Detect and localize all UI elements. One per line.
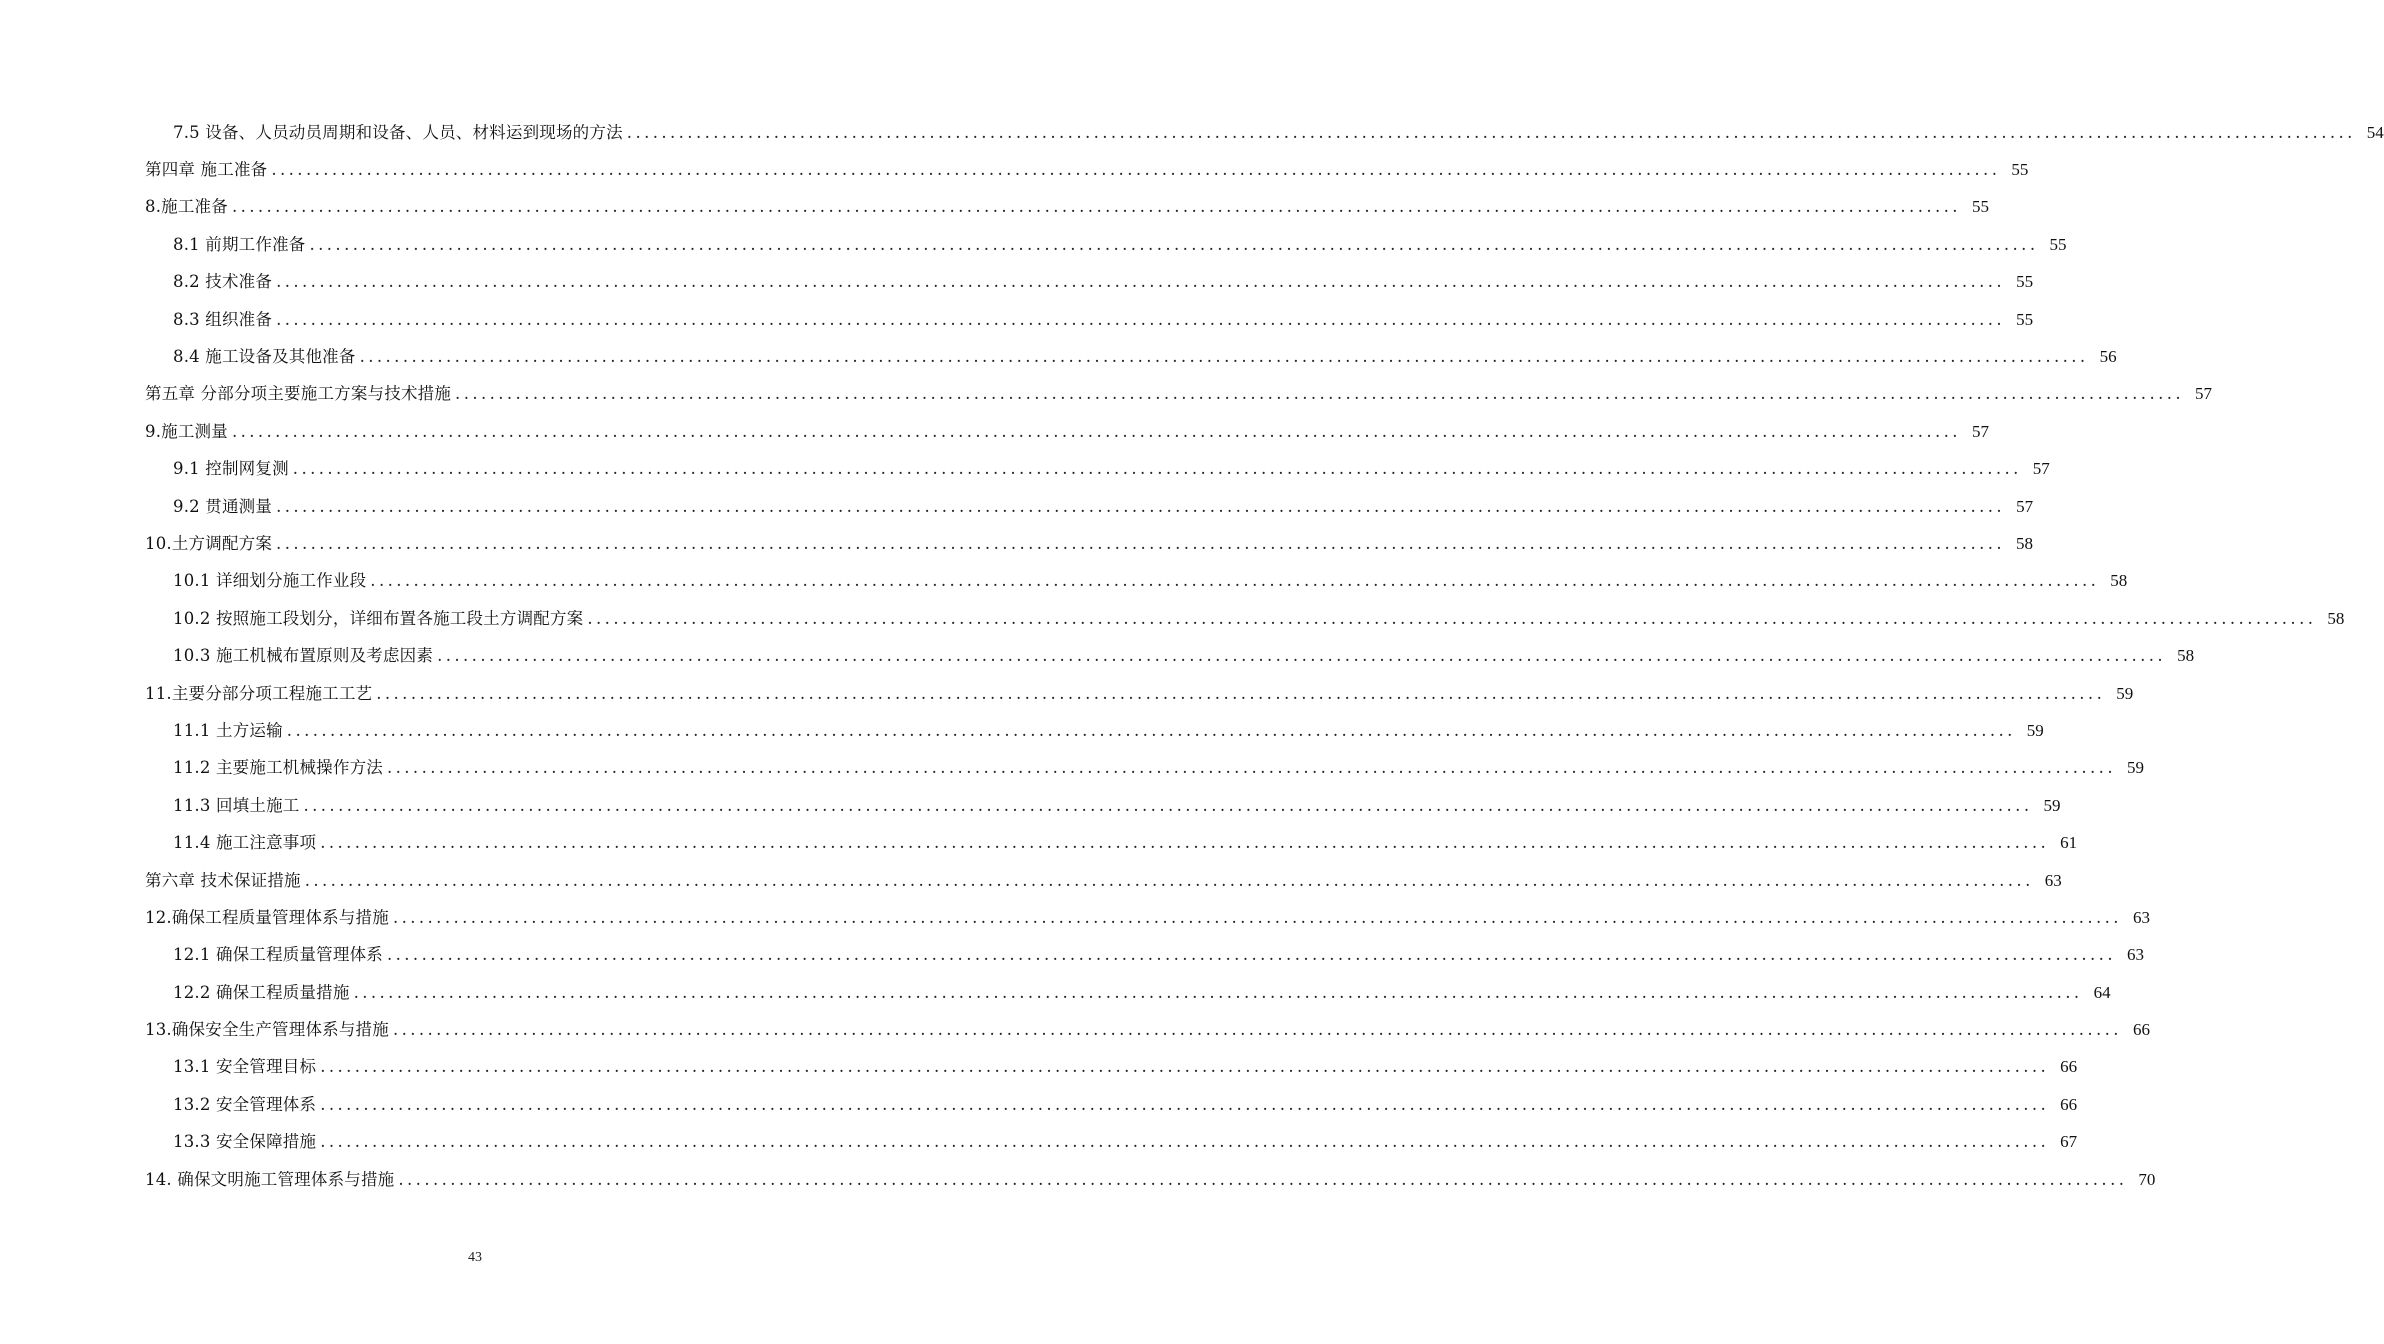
- toc-dot-leader: ........................................................................................................................................................................................................: [286, 720, 2016, 740]
- toc-entry-page: 55: [1971, 197, 1989, 217]
- toc-dot-leader: ........................................................................................................................................................................................................: [455, 384, 2185, 404]
- toc-dot-leader: ........................................................................................................................................................................................................: [276, 309, 2006, 329]
- toc-entry-title: 第六章 技术保证措施: [145, 870, 301, 890]
- toc-entry[interactable]: [0, 451, 2050, 488]
- toc-entry-title: 12.确保工程质量管理体系与措施: [145, 907, 389, 927]
- toc-dot-leader: ........................................................................................................................................................................................................: [320, 1057, 2050, 1077]
- toc-entry-title: 9.1 控制网复测: [173, 459, 289, 479]
- toc-entry[interactable]: [0, 189, 1989, 226]
- toc-entry-title: 8.施工准备: [145, 197, 228, 217]
- toc-entry-page: 55: [2016, 272, 2034, 292]
- toc-entry-page: 59: [2126, 758, 2144, 778]
- toc-entry-title: 11.4 施工注意事项: [173, 833, 317, 853]
- toc-entry[interactable]: [0, 525, 2034, 562]
- toc-entry-page: 70: [2138, 1169, 2156, 1189]
- toc-entry[interactable]: [0, 787, 2061, 824]
- toc-entry-title: 第五章 分部分项主要施工方案与技术措施: [145, 384, 452, 404]
- toc-entry[interactable]: [0, 264, 2034, 301]
- toc-entry[interactable]: [0, 1086, 2078, 1123]
- toc-entry-page: 63: [2044, 870, 2062, 890]
- toc-entry-title: 11.1 土方运输: [173, 720, 283, 740]
- page-number: 43: [468, 1250, 482, 1265]
- toc-entry[interactable]: [0, 750, 2144, 787]
- toc-entry-title: 10.土方调配方案: [145, 533, 273, 553]
- toc-dot-leader: ........................................................................................................................................................................................................: [386, 758, 2116, 778]
- toc-dot-leader: ........................................................................................................................................................................................................: [320, 1132, 2050, 1152]
- toc-dot-leader: ........................................................................................................................................................................................................: [271, 160, 2001, 180]
- toc-entry-title: 8.4 施工设备及其他准备: [173, 347, 356, 367]
- toc-entry-page: 63: [2126, 945, 2144, 965]
- toc-entry-title: 11.主要分部分项工程施工工艺: [145, 683, 373, 703]
- toc-entry[interactable]: [0, 1124, 2078, 1161]
- toc-entry[interactable]: [0, 563, 2128, 600]
- toc-entry-page: 63: [2132, 907, 2150, 927]
- toc-entry-title: 14. 确保文明施工管理体系与措施: [145, 1169, 395, 1189]
- toc-entry[interactable]: [0, 338, 2117, 375]
- toc-dot-leader: ........................................................................................................................................................................................................: [304, 870, 2034, 890]
- toc-entry-title: 8.1 前期工作准备: [173, 234, 306, 254]
- toc-entry-page: 57: [2195, 384, 2213, 404]
- toc-dot-leader: ........................................................................................................................................................................................................: [370, 571, 2100, 591]
- toc-entry-title: 10.2 按照施工段划分，详细布置各施工段土方调配方案: [173, 608, 584, 628]
- toc-entry-page: 58: [2110, 571, 2128, 591]
- toc-dot-leader: ........................................................................................................................................................................................................: [392, 907, 2122, 927]
- toc-entry[interactable]: [0, 637, 2195, 674]
- toc-dot-leader: ........................................................................................................................................................................................................: [386, 945, 2116, 965]
- toc-entry-page: 66: [2060, 1057, 2078, 1077]
- toc-entry-page: 57: [1971, 421, 1989, 441]
- toc-entry[interactable]: [0, 1049, 2078, 1086]
- toc-entry-title: 第四章 施工准备: [145, 160, 268, 180]
- toc-dot-leader: ........................................................................................................................................................................................................: [276, 533, 2006, 553]
- toc-entry-title: 12.2 确保工程质量措施: [173, 982, 350, 1002]
- toc-entry-page: 64: [2093, 982, 2111, 1002]
- toc-entry-page: 66: [2060, 1094, 2078, 1114]
- toc-dot-leader: ........................................................................................................................................................................................................: [626, 122, 2356, 142]
- toc-entry-title: 11.2 主要施工机械操作方法: [173, 758, 383, 778]
- toc-dot-leader: ........................................................................................................................................................................................................: [587, 608, 2317, 628]
- toc-dot-leader: ........................................................................................................................................................................................................: [353, 982, 2083, 1002]
- toc-dot-leader: ........................................................................................................................................................................................................: [309, 234, 2039, 254]
- toc-entry[interactable]: [0, 899, 2150, 936]
- toc-dot-leader: ........................................................................................................................................................................................................: [398, 1169, 2128, 1189]
- toc-entry-title: 10.3 施工机械布置原则及考虑因素: [173, 646, 434, 666]
- toc-entry[interactable]: [0, 675, 2134, 712]
- toc-dot-leader: ........................................................................................................................................................................................................: [303, 795, 2033, 815]
- toc-entry-title: 13.2 安全管理体系: [173, 1094, 317, 1114]
- toc-entry[interactable]: [0, 1161, 2156, 1198]
- toc-entry-page: 58: [2327, 608, 2345, 628]
- table-of-contents: [0, 114, 2384, 1198]
- toc-dot-leader: ........................................................................................................................................................................................................: [359, 347, 2089, 367]
- toc-entry-title: 8.2 技术准备: [173, 272, 273, 292]
- toc-entry-title: 8.3 组织准备: [173, 309, 273, 329]
- toc-entry[interactable]: [0, 1011, 2150, 1048]
- toc-dot-leader: ........................................................................................................................................................................................................: [231, 197, 1961, 217]
- toc-dot-leader: ........................................................................................................................................................................................................: [376, 683, 2106, 703]
- toc-entry-page: 55: [2011, 160, 2029, 180]
- toc-entry-page: 58: [2016, 533, 2034, 553]
- toc-dot-leader: ........................................................................................................................................................................................................: [276, 272, 2006, 292]
- toc-entry-page: 59: [2043, 795, 2061, 815]
- toc-entry[interactable]: [0, 600, 2345, 637]
- toc-entry[interactable]: [0, 712, 2044, 749]
- toc-entry-page: 58: [2177, 646, 2195, 666]
- toc-entry-title: 10.1 详细划分施工作业段: [173, 571, 367, 591]
- toc-entry[interactable]: [0, 413, 1989, 450]
- toc-entry[interactable]: [0, 974, 2111, 1011]
- toc-entry[interactable]: [0, 226, 2067, 263]
- toc-dot-leader: ........................................................................................................................................................................................................: [437, 646, 2167, 666]
- toc-entry[interactable]: [0, 376, 2213, 413]
- toc-entry-page: 57: [2032, 459, 2050, 479]
- toc-entry-page: 55: [2016, 309, 2034, 329]
- toc-entry[interactable]: [0, 937, 2144, 974]
- toc-entry-title: 9.施工测量: [145, 421, 228, 441]
- toc-entry-title: 13.确保安全生产管理体系与措施: [145, 1020, 389, 1040]
- toc-entry[interactable]: [0, 862, 2062, 899]
- toc-entry-title: 11.3 回填土施工: [173, 795, 300, 815]
- toc-entry-page: 59: [2116, 683, 2134, 703]
- toc-dot-leader: ........................................................................................................................................................................................................: [392, 1020, 2122, 1040]
- toc-entry-page: 59: [2026, 720, 2044, 740]
- toc-entry-page: 66: [2132, 1020, 2150, 1040]
- toc-entry-page: 54: [2366, 122, 2384, 142]
- toc-dot-leader: ........................................................................................................................................................................................................: [231, 421, 1961, 441]
- toc-dot-leader: ........................................................................................................................................................................................................: [320, 1094, 2050, 1114]
- toc-entry-page: 56: [2099, 347, 2117, 367]
- toc-entry-title: 13.1 安全管理目标: [173, 1057, 317, 1077]
- toc-dot-leader: ........................................................................................................................................................................................................: [320, 833, 2050, 853]
- toc-entry[interactable]: [0, 114, 2384, 151]
- toc-entry-title: 9.2 贯通测量: [173, 496, 273, 516]
- toc-entry[interactable]: [0, 488, 2034, 525]
- toc-entry-page: 57: [2016, 496, 2034, 516]
- toc-entry[interactable]: [0, 151, 2029, 188]
- toc-entry-page: 55: [2049, 234, 2067, 254]
- toc-entry-page: 61: [2060, 833, 2078, 853]
- toc-dot-leader: ........................................................................................................................................................................................................: [292, 459, 2022, 479]
- toc-entry[interactable]: [0, 301, 2034, 338]
- toc-entry-title: 7.5 设备、人员动员周期和设备、人员、材料运到现场的方法: [173, 122, 623, 142]
- toc-entry[interactable]: [0, 824, 2078, 861]
- toc-entry-title: 12.1 确保工程质量管理体系: [173, 945, 383, 965]
- toc-entry-title: 13.3 安全保障措施: [173, 1132, 317, 1152]
- toc-dot-leader: ........................................................................................................................................................................................................: [276, 496, 2006, 516]
- toc-entry-page: 67: [2060, 1132, 2078, 1152]
